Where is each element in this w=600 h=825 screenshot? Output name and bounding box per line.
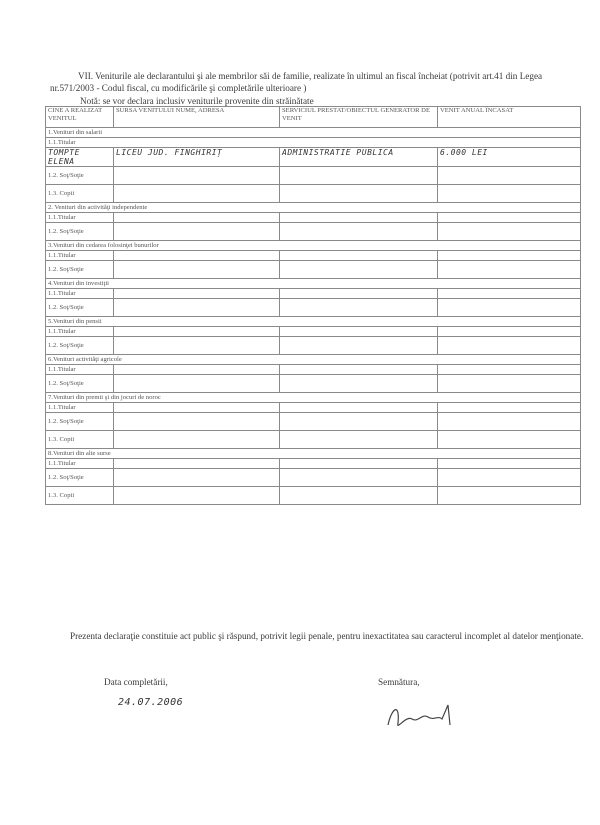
column-header: SERVICIUL PRESTAT/OBIECTUL GENERATOR DE VENIT xyxy=(280,107,438,128)
empty-cell xyxy=(438,375,581,393)
row-label: 1.2. Soţ/Soţie xyxy=(46,261,114,279)
empty-cell xyxy=(114,375,280,393)
table-row xyxy=(46,289,581,299)
empty-cell xyxy=(114,167,280,185)
row-label: 1.2. Soţ/Soţie xyxy=(46,469,114,487)
empty-cell xyxy=(114,487,280,505)
empty-cell xyxy=(114,431,280,449)
table-row xyxy=(46,167,581,185)
handwritten-who: TOMPTE ELENA xyxy=(46,148,114,167)
empty-cell xyxy=(114,327,280,337)
empty-cell xyxy=(114,223,280,241)
empty-cell xyxy=(280,251,438,261)
table-row xyxy=(46,251,581,261)
table-row xyxy=(46,299,581,317)
table-row xyxy=(46,223,581,241)
row-label: 1.1.Titular xyxy=(46,213,114,223)
empty-cell xyxy=(114,289,280,299)
empty-cell xyxy=(438,185,581,203)
empty-cell xyxy=(438,289,581,299)
empty-cell xyxy=(438,459,581,469)
row-label: 1.3. Copii xyxy=(46,185,114,203)
empty-cell xyxy=(280,223,438,241)
handwritten-service: ADMINISTRATIE PUBLICA xyxy=(280,148,438,167)
table-row xyxy=(46,185,581,203)
note: Notă: se vor declara inclusiv veniturile provenite din străinătate xyxy=(80,96,314,106)
handwritten-source: LICEU JUD. FINGHIRIȚ xyxy=(114,148,280,167)
empty-cell xyxy=(114,413,280,431)
row-label: 1.1.Titular xyxy=(46,327,114,337)
table-row xyxy=(46,138,581,148)
section-title-cell: 2. Venituri din activităţi independente xyxy=(46,203,581,213)
empty-cell xyxy=(438,327,581,337)
empty-cell xyxy=(280,375,438,393)
table-row xyxy=(46,403,581,413)
empty-cell xyxy=(280,487,438,505)
date-label: Data completării, xyxy=(104,677,168,687)
section-title-cell: 3.Venituri din cedarea folosinţei bunurilor xyxy=(46,241,581,251)
row-label: 1.1.Titular xyxy=(46,138,581,148)
empty-cell xyxy=(114,185,280,203)
column-header: CINE A REALIZAT VENITUL xyxy=(46,107,114,128)
empty-cell xyxy=(438,223,581,241)
income-table xyxy=(45,106,581,505)
section-row xyxy=(46,241,581,251)
section-row xyxy=(46,279,581,289)
empty-cell xyxy=(438,365,581,375)
empty-cell xyxy=(280,337,438,355)
row-label: 1.1.Titular xyxy=(46,403,114,413)
empty-cell xyxy=(438,299,581,317)
empty-cell xyxy=(114,299,280,317)
empty-cell xyxy=(438,403,581,413)
row-label: 1.2. Soţ/Soţie xyxy=(46,337,114,355)
section-row xyxy=(46,317,581,327)
empty-cell xyxy=(438,261,581,279)
empty-cell xyxy=(280,185,438,203)
signature-image xyxy=(378,695,468,735)
table-row xyxy=(46,431,581,449)
section-title: VII. Veniturile ale declarantului şi ale membrilor săi de familie, realizate în ultimul an fiscal încheiat (potrivit art.41 din Legea nr.571/2003 - Codul fiscal, cu modificările şi completările ulterioare ) xyxy=(50,71,543,93)
empty-cell xyxy=(280,327,438,337)
section-row xyxy=(46,449,581,459)
table-row xyxy=(46,337,581,355)
empty-cell xyxy=(280,299,438,317)
empty-cell xyxy=(438,251,581,261)
table-row xyxy=(46,327,581,337)
empty-cell xyxy=(114,213,280,223)
empty-cell xyxy=(438,337,581,355)
table-row xyxy=(46,413,581,431)
table-row xyxy=(46,469,581,487)
row-label: 1.1.Titular xyxy=(46,251,114,261)
section-title-cell: 7.Venituri din premii şi din jocuri de noroc xyxy=(46,393,581,403)
row-label: 1.3. Copii xyxy=(46,487,114,505)
row-label: 1.2. Soţ/Soţie xyxy=(46,299,114,317)
table-row xyxy=(46,459,581,469)
empty-cell xyxy=(280,261,438,279)
empty-cell xyxy=(438,213,581,223)
empty-cell xyxy=(280,289,438,299)
section-row xyxy=(46,128,581,138)
table-row xyxy=(46,148,581,167)
table-row xyxy=(46,261,581,279)
empty-cell xyxy=(438,431,581,449)
legal-statement: Prezenta declaraţie constituie act public şi răspund, potrivit legii penale, pentru inexactitatea sau caracterul incomplet al datelor menţionate. xyxy=(70,631,584,641)
section-row xyxy=(46,203,581,213)
date-value: 24.07.2006 xyxy=(118,697,184,708)
empty-cell xyxy=(280,469,438,487)
empty-cell xyxy=(438,469,581,487)
empty-cell xyxy=(280,365,438,375)
empty-cell xyxy=(114,251,280,261)
empty-cell xyxy=(114,459,280,469)
section-title-cell: 4.Venituri din investiţii xyxy=(46,279,581,289)
table-row xyxy=(46,375,581,393)
table-row xyxy=(46,213,581,223)
empty-cell xyxy=(438,487,581,505)
table-header-row xyxy=(46,107,581,128)
row-label: 1.3. Copii xyxy=(46,431,114,449)
section-title-cell: 5.Venituri din pensii xyxy=(46,317,581,327)
handwritten-amount: 6.000 LEI xyxy=(438,148,581,167)
empty-cell xyxy=(280,403,438,413)
row-label: 1.1.Titular xyxy=(46,459,114,469)
section-row xyxy=(46,355,581,365)
empty-cell xyxy=(438,413,581,431)
section-row xyxy=(46,393,581,403)
signature-label: Semnătura, xyxy=(378,677,420,687)
section-title-cell: 8.Venituri din alte surse xyxy=(46,449,581,459)
empty-cell xyxy=(114,337,280,355)
empty-cell xyxy=(114,403,280,413)
empty-cell xyxy=(438,167,581,185)
empty-cell xyxy=(114,469,280,487)
row-label: 1.1.Titular xyxy=(46,289,114,299)
row-label: 1.2. Soţ/Soţie xyxy=(46,375,114,393)
empty-cell xyxy=(280,167,438,185)
table-row xyxy=(46,365,581,375)
empty-cell xyxy=(114,261,280,279)
section-title-cell: 6.Venituri activităţi agricole xyxy=(46,355,581,365)
column-header: VENIT ANUAL ÎNCASAT xyxy=(438,107,581,128)
row-label: 1.1.Titular xyxy=(46,365,114,375)
row-label: 1.2. Soţ/Soţie xyxy=(46,167,114,185)
column-header: SURSA VENITULUI NUME, ADRESA xyxy=(114,107,280,128)
empty-cell xyxy=(114,365,280,375)
empty-cell xyxy=(280,413,438,431)
table-row xyxy=(46,487,581,505)
row-label: 1.2. Soţ/Soţie xyxy=(46,413,114,431)
empty-cell xyxy=(280,431,438,449)
empty-cell xyxy=(280,213,438,223)
row-label: 1.2. Soţ/Soţie xyxy=(46,223,114,241)
empty-cell xyxy=(280,459,438,469)
section-title-cell: 1.Venituri din salarii xyxy=(46,128,581,138)
